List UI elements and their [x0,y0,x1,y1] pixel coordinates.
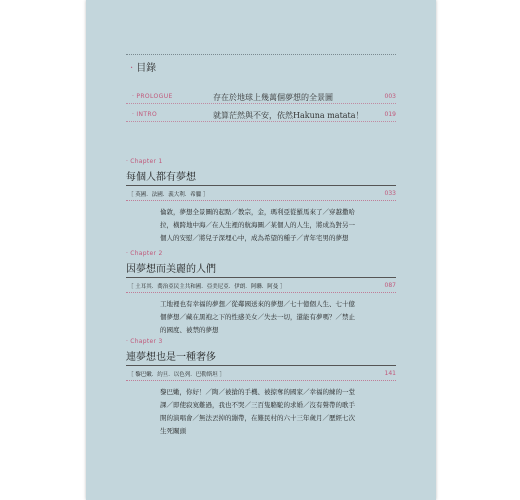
book-page [86,0,436,500]
entry-label: · INTRO [132,111,158,118]
entry-page-number: 019 [384,111,396,118]
chapter-title: 每個人都有夢想 [126,172,196,183]
chapter-countries: ［ 土耳其．喬治亞民主共和國．亞美尼亞．伊朗．阿聯．阿曼 ］ [128,284,286,290]
bullet-icon: · [130,63,134,74]
toc-heading: · 目錄 [130,63,157,74]
chapter-page-number: 087 [384,282,396,289]
chapter-rule [126,365,396,366]
entry-page-number: 003 [384,93,396,100]
chapter-title: 因夢想而美麗的人們 [126,264,216,275]
top-divider [126,54,396,55]
chapter-description: 倫敦，夢想全景圖的起點／教宗，金，瑪利亞從羅馬來了／穿越撒哈拉，橫跨地中海／在人生裡的航海圖／某個人的人生，將成為對另一個人的安慰／將兒子深埋心中，成為希望的種子／青年宅男的夢想 [160,208,355,242]
chapter-title: 連夢想也是一種奢侈 [126,352,216,363]
chapter-rule [126,185,396,186]
chapter-2[interactable] [126,250,396,337]
chapter-label: · Chapter 1 [126,158,163,165]
chapter-page-number: 141 [384,370,396,377]
chapter-countries: ［ 英國．法國．義大利．希臘 ］ [128,192,209,198]
chapter-countries: ［ 黎巴嫩．約旦．以色列．巴勒斯坦 ］ [128,372,225,378]
dotted-divider [126,292,396,293]
dotted-divider [126,103,396,104]
chapter-1[interactable] [126,158,396,245]
chapter-rule [126,277,396,278]
chapter-description: 黎巴嫩，你好！／陶／被搶的手機、被掠奪的國家／幸福的練的一堂課／即使寂寞難過，我也不哭／三百隻駱駝的求婚／沒有聲帶的歌手開的演唱會／無法丟掉的繃帶，在難民村的六十三年歲月／歷經七次生死關頭 [160,388,355,435]
chapter-label: · Chapter 2 [126,250,163,257]
entry-title: 就算茫然與不安，依然Hakuna matata！ [213,111,364,120]
dotted-divider [126,380,396,381]
entry-title: 存在於地球上幾萬個夢想的全景圖 [213,93,333,102]
dotted-divider [126,121,396,122]
dotted-divider [126,200,396,201]
chapter-page-number: 033 [384,190,396,197]
entry-label: · PROLOGUE [132,93,173,100]
chapter-label: · Chapter 3 [126,338,163,345]
chapter-description: 工地裡也有幸福的夢想／從鄰國送來的夢想／七十億個人生、七十億個夢想／藏在黑袍之下的性感美女／失去一切，還能有夢嗎？／禁止的國度、被禁的夢想 [160,300,355,334]
chapter-3[interactable] [126,338,396,438]
